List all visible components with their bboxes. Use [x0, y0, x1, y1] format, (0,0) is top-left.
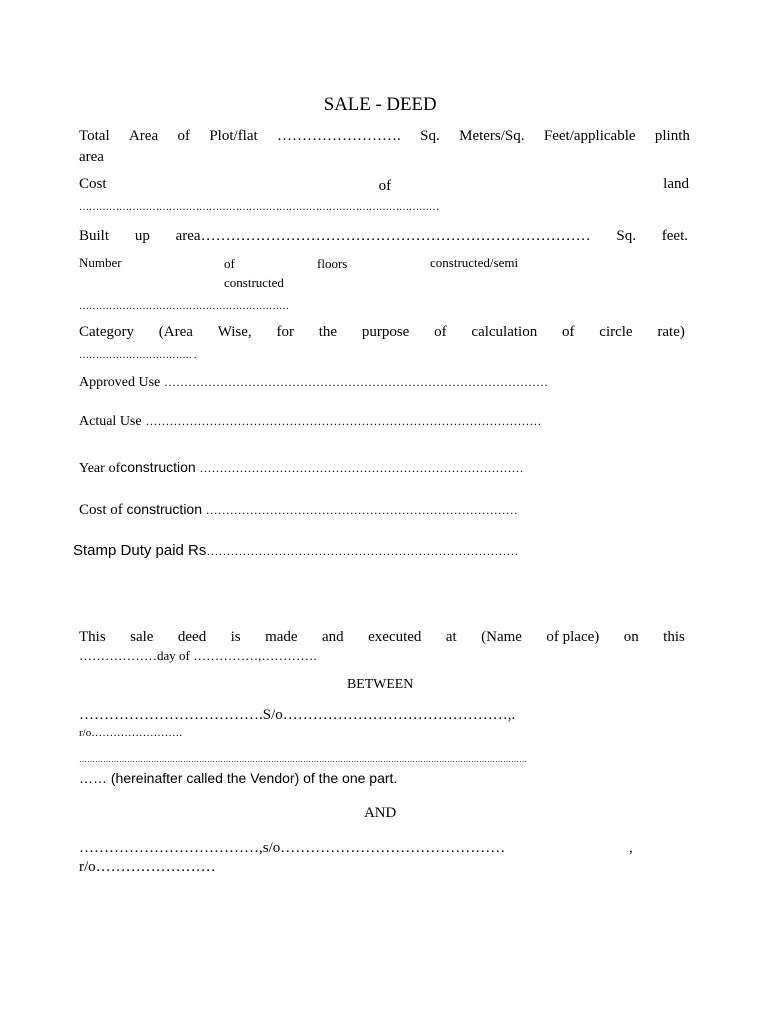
text: Sq.	[420, 128, 440, 144]
text: rate)	[657, 324, 685, 340]
floors-dots: ………………………………………………………	[79, 301, 289, 312]
text: at	[445, 629, 457, 645]
blank-dots: …………………….	[277, 128, 401, 144]
intro-line	[79, 630, 685, 645]
text: made	[265, 629, 298, 645]
text: Plot/flat	[209, 128, 258, 144]
cost-construction-line	[79, 502, 518, 518]
and-heading: AND	[364, 805, 397, 821]
text: on	[623, 629, 639, 645]
text: of	[378, 178, 392, 194]
floors-label: Number	[79, 255, 122, 270]
text: plinth	[654, 128, 690, 144]
vendee-line-1: ………………………………,s/o………………………………………	[79, 840, 506, 856]
total-area-line	[79, 129, 690, 144]
vendee-comma: ,	[629, 840, 633, 856]
vendee-line-2: r/o……………………	[79, 859, 216, 875]
text: Year	[79, 461, 105, 476]
floors-floors: floors	[317, 256, 348, 271]
built-up-area-line	[79, 229, 688, 244]
text: Cost	[79, 502, 107, 518]
text: of	[110, 502, 123, 518]
text: up	[134, 228, 150, 244]
year-construction-line	[79, 460, 523, 476]
stamp-duty-label: Stamp Duty paid Rs	[73, 542, 207, 559]
text: this	[663, 629, 685, 645]
text: executed	[368, 629, 422, 645]
intro-cont: ………………day of ……………,………….	[79, 648, 317, 663]
approved-use-label: Approved Use	[79, 375, 161, 390]
stamp-duty-dots: ……………………………………………………………………	[206, 544, 519, 558]
text: construction	[126, 501, 202, 517]
cost-land-dots: ………………………………………………………………………………………………	[79, 202, 439, 213]
vendor-line-3: ……………………………………………………………………………………………………………………………………………………	[79, 755, 527, 764]
text: (Area	[158, 324, 193, 340]
text: deed	[177, 629, 207, 645]
text: Wise,	[217, 324, 252, 340]
between-heading: BETWEEN	[347, 677, 414, 692]
cost-construction-dots: ……………………………………………………………………	[205, 503, 518, 517]
text: Category	[79, 324, 134, 340]
stamp-duty-line	[73, 543, 518, 559]
text: construction	[120, 459, 196, 475]
text: of	[434, 324, 447, 340]
text: for	[276, 324, 294, 340]
cost-land-line	[79, 177, 689, 192]
approved-use-dots: ……………………………………………………………………………………	[164, 375, 549, 389]
floors-constructed-semi: constructed/semi	[430, 255, 519, 270]
text: of	[177, 128, 190, 144]
text: Area	[128, 128, 159, 144]
floors-constructed: constructed	[224, 275, 284, 290]
category-dots: ……………………………. .	[79, 350, 197, 361]
actual-use-dots: ………………………………………………………………………………………	[145, 414, 542, 428]
text: the	[318, 324, 338, 340]
text: Sq.	[616, 228, 636, 244]
total-area-cont: area	[79, 149, 104, 165]
text: of	[108, 461, 121, 476]
text: This	[79, 629, 106, 645]
text: Meters/Sq.	[459, 128, 525, 144]
actual-use-label: Actual Use	[79, 414, 142, 429]
text: of	[562, 324, 575, 340]
vendor-line-4: …… (hereinafter called the Vendor) of the one part.	[79, 770, 398, 786]
text: Cost	[79, 176, 107, 192]
approved-use-line	[79, 375, 548, 390]
text: purpose	[361, 324, 410, 340]
text: feet.	[661, 228, 688, 244]
year-construction-dots: ………………………………………………………………………	[199, 461, 524, 475]
text: and	[322, 629, 344, 645]
text: is	[230, 629, 241, 645]
text: of place)	[546, 629, 600, 645]
text: calculation	[471, 324, 538, 340]
actual-use-line	[79, 414, 541, 429]
category-line	[79, 325, 685, 340]
floors-of: of	[224, 256, 235, 271]
text: Total	[79, 128, 110, 144]
page-title: SALE - DEED	[323, 94, 437, 115]
text: land	[663, 176, 689, 192]
text: area……………………………………………………………………	[175, 228, 591, 244]
text: Built	[79, 228, 110, 244]
text: Feet/applicable	[543, 128, 636, 144]
vendor-line-2: r/o…………………….	[79, 727, 182, 739]
text: sale	[130, 629, 154, 645]
text: circle	[599, 324, 633, 340]
vendor-line-1: ……………………………….S/o………………………………………,.	[79, 707, 516, 723]
text: (Name	[481, 629, 522, 645]
